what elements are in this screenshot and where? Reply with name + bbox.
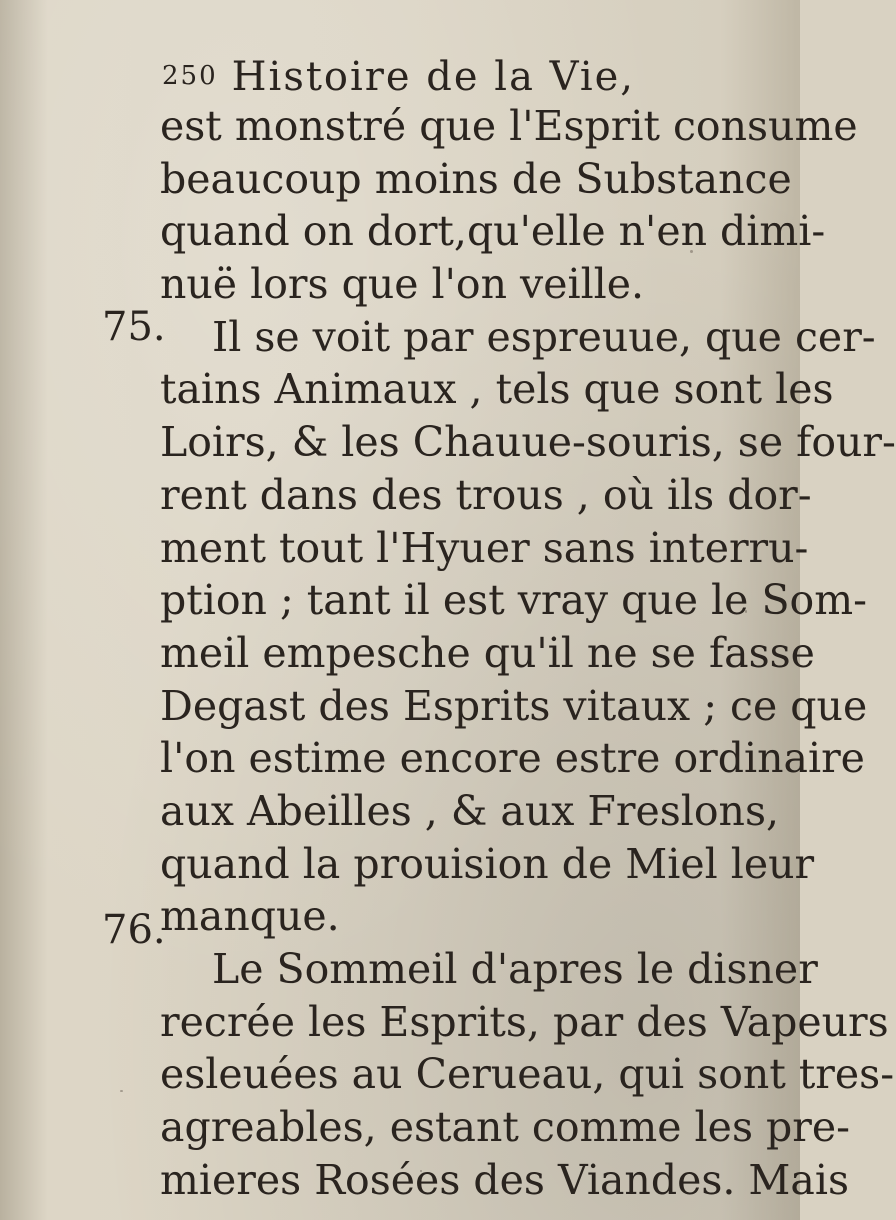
page-number: 250 (162, 61, 218, 91)
text-line: quand la prouision de Miel leur (160, 839, 815, 888)
text-line: l'on estime encore estre ordinaire (160, 734, 865, 783)
text-line: nuë lors que l'on veille. (160, 260, 645, 309)
text-line: quand on dort,qu'elle n'en dimi- (160, 207, 826, 256)
text-line: Loirs, & les Chauue-souris, se four- (160, 418, 896, 467)
running-title: Histoire de la Vie, (231, 54, 636, 100)
text-line: manque. (160, 892, 340, 941)
text-line: beaucoup moins de Substance (160, 154, 792, 203)
paper-speck (745, 610, 747, 613)
paper-speck (690, 250, 693, 253)
body-text (160, 100, 896, 1206)
text-line: Degast des Esprits vitaux ; ce que (160, 681, 868, 730)
running-header (162, 48, 722, 104)
paragraph-number-75: 75. (102, 304, 166, 350)
text-line: mieres Rosées des Viandes. Mais (160, 1155, 850, 1204)
paper-speck (120, 1090, 123, 1092)
text-line: recrée les Esprits, par des Vapeurs (160, 997, 889, 1046)
paragraph-number-76: 76. (102, 907, 166, 953)
text-line: esleuées au Cerueau, qui sont tres- (160, 1050, 895, 1099)
text-line: est monstré que l'Esprit consume (160, 102, 858, 150)
text-line: agreables, estant comme les pre- (160, 1103, 850, 1152)
text-line: Le Sommeil d'apres le disner (212, 945, 818, 993)
text-line: Il se voit par espreuue, que cer- (212, 312, 876, 361)
text-line: tains Animaux , tels que sont les (160, 365, 834, 414)
text-line: ment tout l'Hyuer sans interru- (160, 523, 809, 572)
text-line: aux Abeilles , & aux Freslons, (160, 786, 780, 835)
paper-speck (420, 1170, 422, 1172)
text-line: meil empesche qu'il ne se fasse (160, 628, 815, 677)
text-line: rent dans des trous , où ils dor- (160, 470, 812, 519)
text-line: ption ; tant il est vray que le Som- (160, 576, 867, 625)
